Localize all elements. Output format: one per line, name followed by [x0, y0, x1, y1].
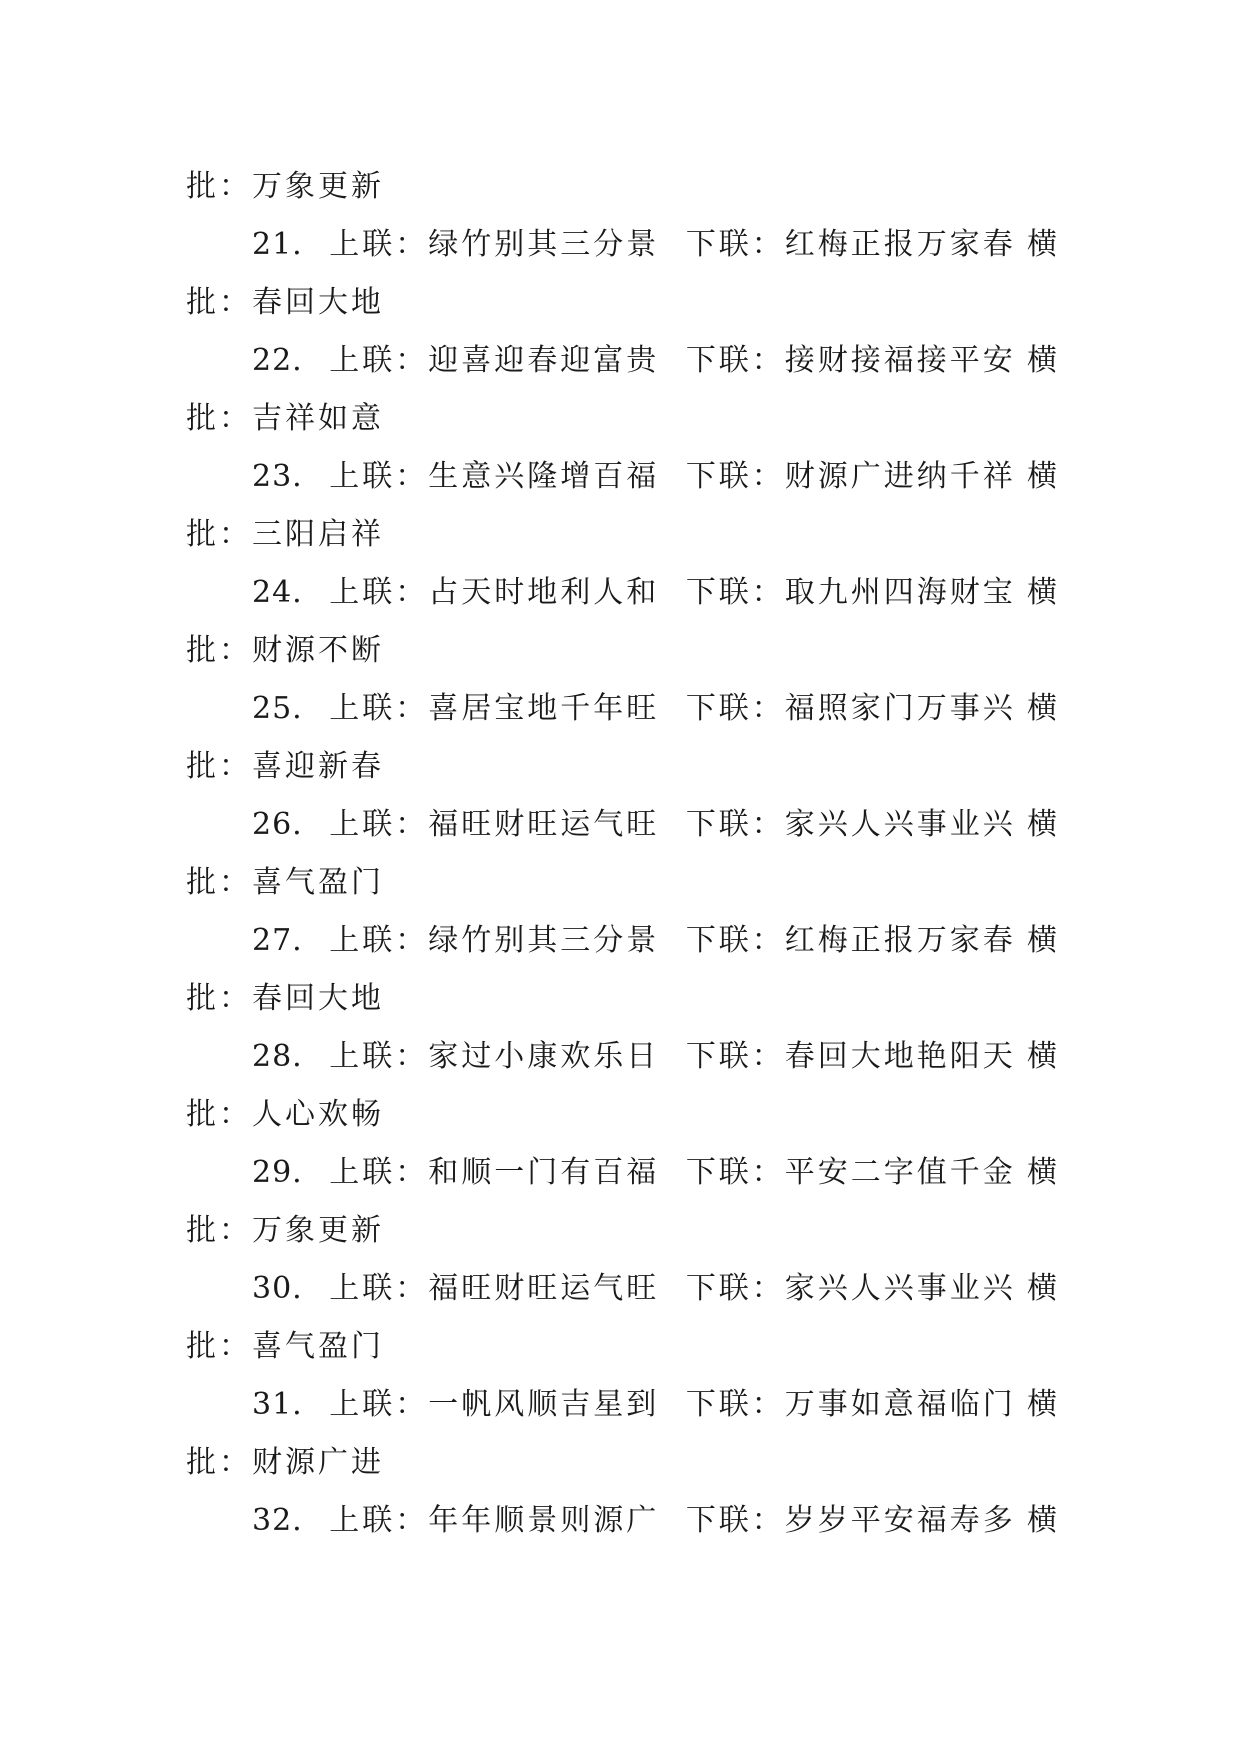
continuation-text: 批：万象更新 [186, 169, 384, 204]
upper-couplet: 上联：福旺财旺运气旺 [329, 807, 660, 842]
lower-couplet: 下联：平安二字值千金 [685, 1155, 1016, 1190]
lower-couplet: 下联：春回大地艳阳天 [685, 1039, 1016, 1074]
lower-couplet: 下联：接财接福接平安 [685, 343, 1016, 378]
continuation-line [186, 970, 1060, 1028]
upper-couplet: 上联：和顺一门有百福 [329, 1155, 660, 1190]
couplet-entry [186, 216, 1060, 274]
continuation-line [186, 738, 1060, 796]
couplet-entry [186, 1028, 1060, 1086]
upper-couplet: 上联：生意兴隆增百福 [329, 459, 660, 494]
couplet-entry [186, 332, 1060, 390]
horizontal-scroll-tail: 批：喜迎新春 [186, 749, 384, 784]
horizontal-scroll-tail: 批：春回大地 [186, 285, 384, 320]
couplet-entry [186, 680, 1060, 738]
horizontal-scroll-head: 横 [1027, 1503, 1060, 1538]
lower-couplet: 下联：财源广进纳千祥 [685, 459, 1016, 494]
horizontal-scroll-tail: 批：喜气盈门 [186, 1329, 384, 1364]
upper-couplet: 上联：喜居宝地千年旺 [329, 691, 660, 726]
upper-couplet: 上联：年年顺景则源广 [329, 1503, 660, 1538]
continuation-line [186, 854, 1060, 912]
horizontal-scroll-head: 横 [1027, 691, 1060, 726]
entry-number: 31. [252, 1387, 303, 1422]
continuation-line [186, 1202, 1060, 1260]
horizontal-scroll-tail: 批：喜气盈门 [186, 865, 384, 900]
lower-couplet: 下联：红梅正报万家春 [685, 923, 1016, 958]
couplet-entry [186, 1260, 1060, 1318]
upper-couplet: 上联：家过小康欢乐日 [329, 1039, 660, 1074]
entry-number: 22. [252, 343, 303, 378]
couplet-entry [186, 564, 1060, 622]
continuation-line [186, 158, 1060, 216]
horizontal-scroll-head: 横 [1027, 343, 1060, 378]
entry-number: 27. [252, 923, 303, 958]
entry-number: 21. [252, 227, 303, 262]
horizontal-scroll-tail: 批：财源不断 [186, 633, 384, 668]
lower-couplet: 下联：红梅正报万家春 [685, 227, 1016, 262]
continuation-line [186, 390, 1060, 448]
upper-couplet: 上联：迎喜迎春迎富贵 [329, 343, 660, 378]
continuation-line [186, 1318, 1060, 1376]
upper-couplet: 上联：福旺财旺运气旺 [329, 1271, 660, 1306]
continuation-line [186, 1434, 1060, 1492]
document-body [186, 158, 1060, 1550]
horizontal-scroll-head: 横 [1027, 459, 1060, 494]
upper-couplet: 上联：一帆风顺吉星到 [329, 1387, 660, 1422]
entry-number: 28. [252, 1039, 303, 1074]
entry-number: 32. [252, 1503, 303, 1538]
couplet-entry [186, 448, 1060, 506]
lower-couplet: 下联：家兴人兴事业兴 [685, 807, 1016, 842]
horizontal-scroll-head: 横 [1027, 923, 1060, 958]
horizontal-scroll-tail: 批：人心欢畅 [186, 1097, 384, 1132]
continuation-line [186, 506, 1060, 564]
horizontal-scroll-head: 横 [1027, 1039, 1060, 1074]
horizontal-scroll-tail: 批：万象更新 [186, 1213, 384, 1248]
horizontal-scroll-head: 横 [1027, 807, 1060, 842]
couplet-entry [186, 1144, 1060, 1202]
entry-number: 24. [252, 575, 303, 610]
entry-number: 23. [252, 459, 303, 494]
lower-couplet: 下联：福照家门万事兴 [685, 691, 1016, 726]
couplet-entry [186, 1376, 1060, 1434]
couplet-entry [186, 796, 1060, 854]
upper-couplet: 上联：绿竹别其三分景 [329, 923, 660, 958]
horizontal-scroll-head: 横 [1027, 1387, 1060, 1422]
horizontal-scroll-tail: 批：财源广进 [186, 1445, 384, 1480]
lower-couplet: 下联：取九州四海财宝 [685, 575, 1016, 610]
horizontal-scroll-tail: 批：三阳启祥 [186, 517, 384, 552]
lower-couplet: 下联：万事如意福临门 [685, 1387, 1016, 1422]
lower-couplet: 下联：岁岁平安福寿多 [685, 1503, 1016, 1538]
horizontal-scroll-head: 横 [1027, 1271, 1060, 1306]
entry-number: 29. [252, 1155, 303, 1190]
entry-number: 25. [252, 691, 303, 726]
horizontal-scroll-head: 横 [1027, 227, 1060, 262]
horizontal-scroll-tail: 批：春回大地 [186, 981, 384, 1016]
horizontal-scroll-tail: 批：吉祥如意 [186, 401, 384, 436]
horizontal-scroll-head: 横 [1027, 1155, 1060, 1190]
upper-couplet: 上联：占天时地利人和 [329, 575, 660, 610]
entry-number: 30. [252, 1271, 303, 1306]
entry-number: 26. [252, 807, 303, 842]
continuation-line [186, 622, 1060, 680]
continuation-line [186, 274, 1060, 332]
upper-couplet: 上联：绿竹别其三分景 [329, 227, 660, 262]
lower-couplet: 下联：家兴人兴事业兴 [685, 1271, 1016, 1306]
continuation-line [186, 1086, 1060, 1144]
couplet-entry [186, 1492, 1060, 1550]
horizontal-scroll-head: 横 [1027, 575, 1060, 610]
couplet-entry [186, 912, 1060, 970]
